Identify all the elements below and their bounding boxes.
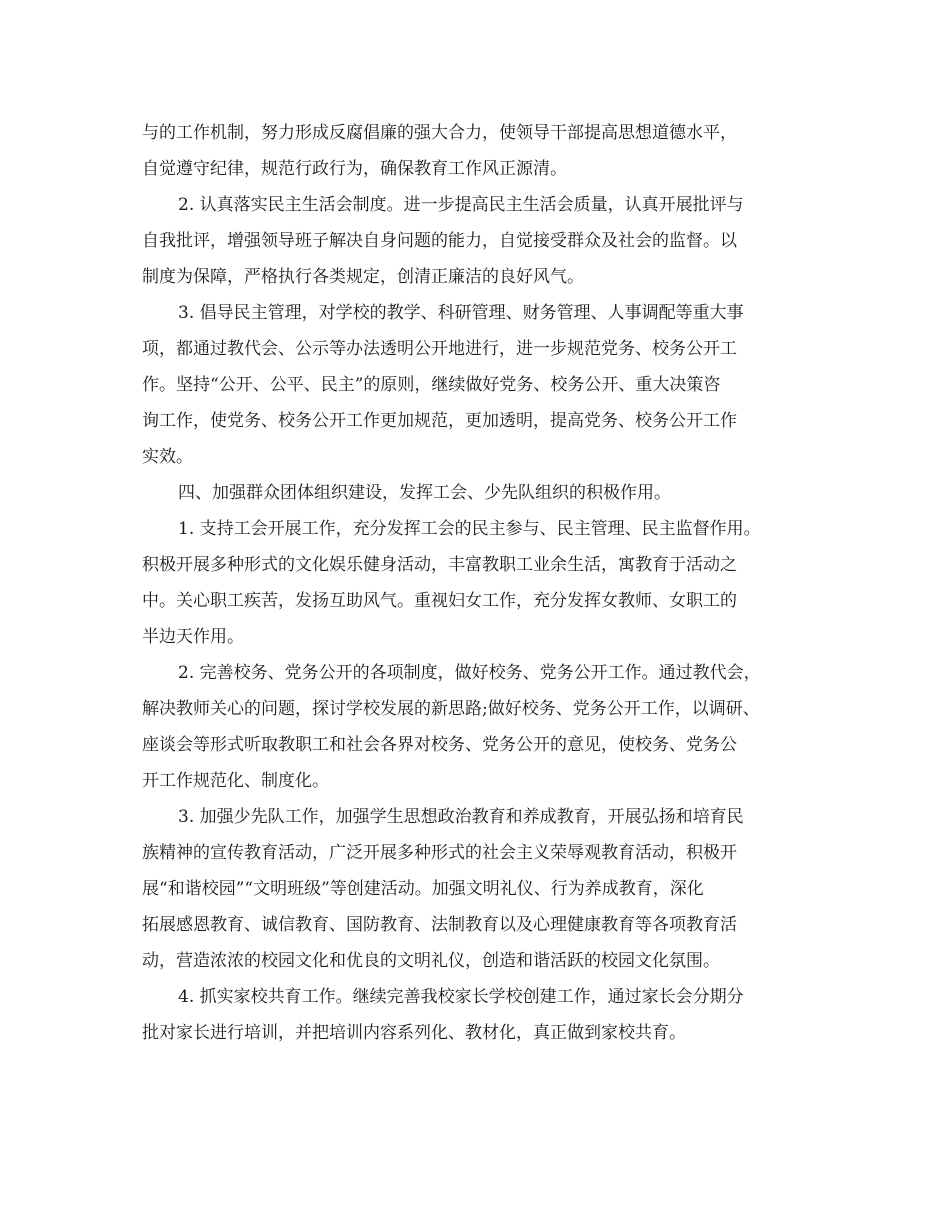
paragraph-start-line: 3. 加强少先队工作，加强学生思想政治教育和养成教育，开展弘扬和培育民 (178, 807, 744, 827)
text-line: 批对家长进行培训，并把培训内容系列化、教材化，真正做到家校共育。 (142, 1023, 686, 1043)
text-line: 动，营造浓浓的校园文化和优良的文明礼仪，创造和谐活跃的校园文化氛围。 (142, 951, 720, 971)
text-line: 作。坚持“公开、公平、民主”的原则，继续做好党务、校务公开、重大决策咨 (142, 375, 721, 395)
text-line: 开工作规范化、制度化。 (142, 771, 329, 791)
document-body (142, 115, 822, 1051)
text-line: 中。关心职工疾苦，发扬互助风气。重视妇女工作，充分发挥女教师、女职工的 (142, 591, 737, 611)
section-heading: 四、加强群众团体组织建设，发挥工会、少先队组织的积极作用。 (178, 483, 671, 503)
text-line: 展“和谐校园”“文明班级”等创建活动。加强文明礼仪、行为养成教育，深化 (142, 879, 704, 899)
text-line: 与的工作机制，努力形成反腐倡廉的强大合力，使领导干部提高思想道德水平， (142, 123, 737, 143)
text-line: 自觉遵守纪律，规范行政行为，确保教育工作风正源清。 (142, 159, 567, 179)
text-line: 制度为保障，严格执行各类规定，创清正廉洁的良好风气。 (142, 267, 584, 287)
paragraph-start-line: 1. 支持工会开展工作，充分发挥工会的民主参与、民主管理、民主监督作用。 (178, 519, 761, 539)
text-line: 座谈会等形式听取教职工和社会各界对校务、党务公开的意见，使校务、党务公 (142, 735, 737, 755)
text-line: 解决教师关心的问题，探讨学校发展的新思路;做好校务、党务公开工作，以调研、 (142, 699, 760, 719)
text-line: 自我批评，增强领导班子解决自身问题的能力，自觉接受群众及社会的监督。以 (142, 231, 737, 251)
text-line: 族精神的宣传教育活动，广泛开展多种形式的社会主义荣辱观教育活动，积极开 (142, 843, 737, 863)
paragraph-start-line: 2. 完善校务、党务公开的各项制度，做好校务、党务公开工作。通过教代会， (178, 663, 761, 683)
text-line: 半边天作用。 (142, 627, 244, 647)
text-line: 实效。 (142, 447, 193, 467)
text-line: 项，都通过教代会、公示等办法透明公开地进行，进一步规范党务、校务公开工 (142, 339, 737, 359)
paragraph-start-line: 2. 认真落实民主生活会制度。进一步提高民主生活会质量，认真开展批评与 (178, 195, 744, 215)
text-line: 积极开展多种形式的文化娱乐健身活动，丰富教职工业余生活，寓教育于活动之 (142, 555, 737, 575)
text-line: 拓展感恩教育、诚信教育、国防教育、法制教育以及心理健康教育等各项教育活 (142, 915, 737, 935)
paragraph-start-line: 4. 抓实家校共育工作。继续完善我校家长学校创建工作，通过家长会分期分 (178, 987, 744, 1007)
paragraph-start-line: 3. 倡导民主管理，对学校的教学、科研管理、财务管理、人事调配等重大事 (178, 303, 744, 323)
text-line: 询工作，使党务、校务公开工作更加规范，更加透明，提高党务、校务公开工作 (142, 411, 737, 431)
